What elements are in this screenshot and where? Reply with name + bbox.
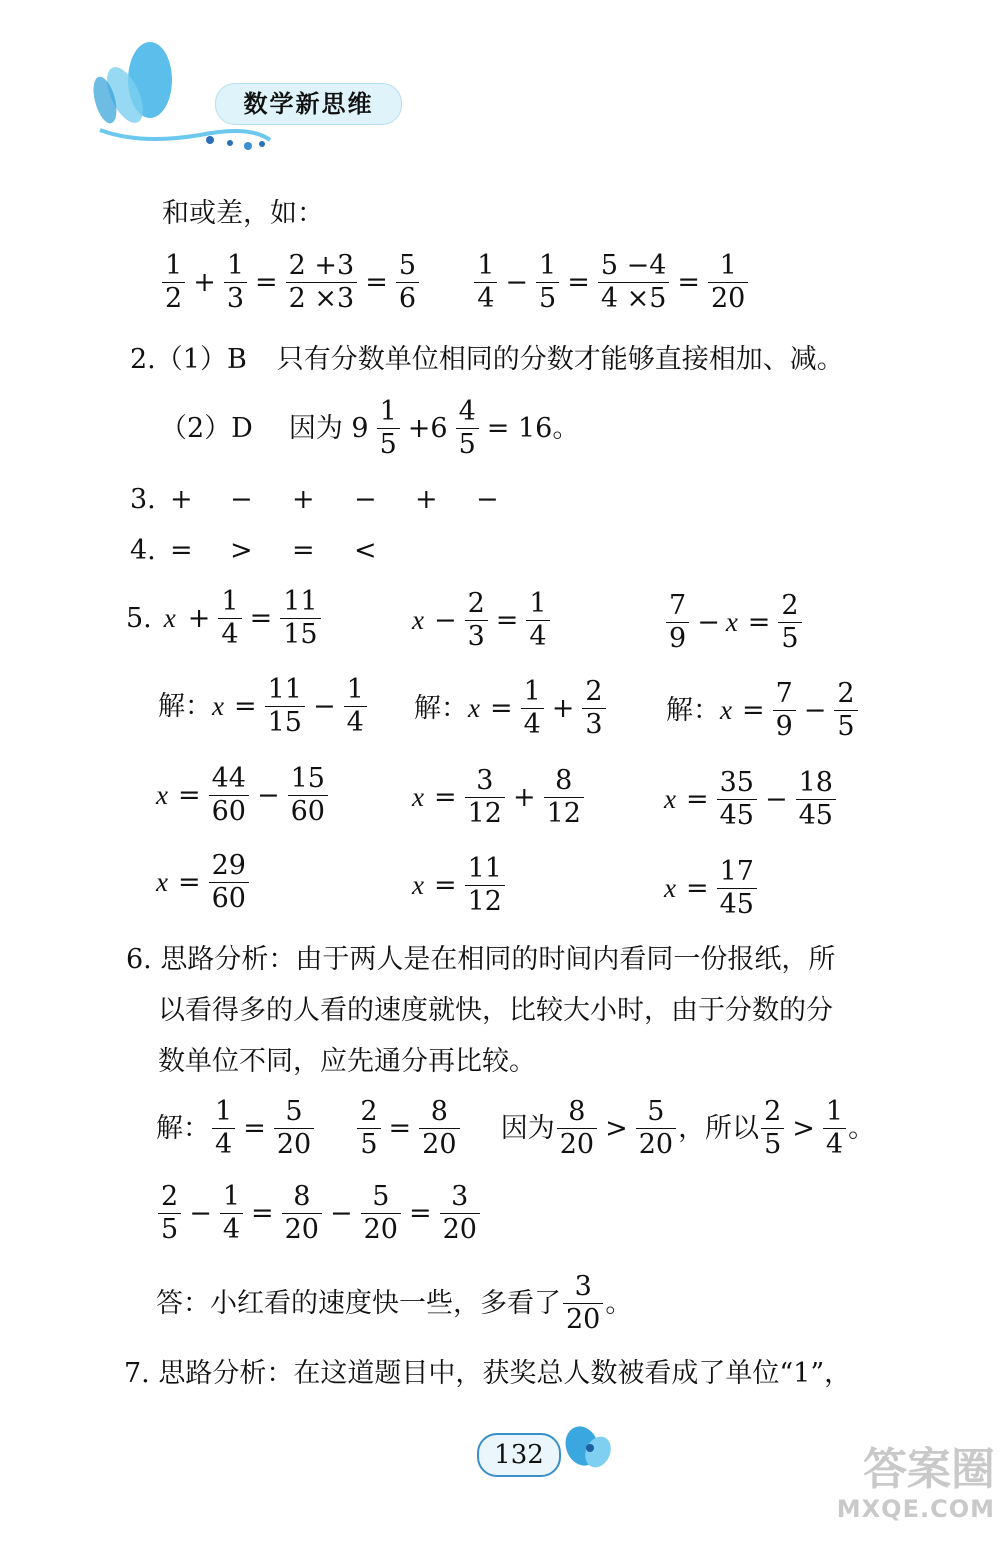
fraction (419, 1098, 459, 1160)
header-title: 数学新思维 (215, 83, 402, 125)
fraction (162, 252, 185, 314)
math-symbol: = (177, 780, 201, 812)
q5-col1-step1 (158, 676, 369, 738)
math-symbol: + (512, 782, 536, 814)
q5-col2-equation (412, 590, 552, 652)
numerator: 5 (636, 1098, 676, 1129)
math-symbol: x (720, 695, 732, 726)
denominator: 5 (781, 623, 799, 655)
math-symbol: = (365, 267, 388, 299)
numerator: 2 (761, 1098, 784, 1129)
denominator: 9 (775, 711, 793, 743)
math-symbol: x (412, 870, 424, 901)
math-symbol: = (388, 1113, 412, 1145)
numerator: 8 (282, 1183, 322, 1214)
numerator: 1 (521, 678, 544, 709)
math-symbol: 解： (156, 1113, 210, 1145)
fraction (265, 676, 305, 738)
q5-col1-step2 (156, 765, 330, 827)
denominator: 20 (276, 1129, 312, 1161)
fraction (357, 1098, 380, 1160)
math-symbol: x (412, 605, 424, 636)
watermark-logo-text: 答案圈 (863, 1444, 995, 1495)
math-symbol: x (163, 603, 176, 634)
math-symbol: > (605, 1113, 628, 1145)
math-symbol: 。 (605, 1288, 633, 1320)
numerator: 8 (544, 767, 584, 798)
math-symbol: = (255, 267, 278, 299)
denominator: 9 (669, 623, 687, 655)
q6-analysis-line1: 6. 思路分析：由于两人是在相同的时间内看同一份报纸，所 (126, 944, 836, 975)
fraction (361, 1183, 401, 1245)
math-symbol: − (433, 605, 457, 637)
math-symbol: = (177, 867, 201, 899)
numerator: 15 (288, 765, 328, 796)
numerator: 11 (280, 588, 320, 619)
butterfly-icon (560, 1418, 620, 1478)
numerator: 5 (274, 1098, 314, 1129)
denominator: 45 (719, 800, 754, 832)
denominator: 4 (529, 621, 547, 653)
math-symbol: x (725, 607, 738, 638)
fraction (209, 765, 249, 827)
q5-col3-equation (664, 592, 804, 654)
math-symbol: x (156, 780, 168, 811)
math-symbol: = (433, 870, 457, 902)
denominator: 3 (226, 283, 244, 315)
fraction (761, 1098, 784, 1160)
math-symbol: = (243, 1113, 266, 1145)
denominator: 4 (523, 709, 541, 741)
math-symbol: = (408, 1198, 432, 1230)
numerator: 1 (708, 252, 748, 283)
fraction (773, 680, 796, 742)
numerator: 3 (563, 1273, 603, 1304)
fraction (834, 680, 857, 742)
fraction (274, 1098, 314, 1160)
math-symbol: = (567, 267, 590, 299)
math-symbol: = (747, 607, 771, 639)
math-symbol: x (664, 784, 676, 815)
denominator: 3 (467, 621, 485, 653)
q5-col3-step1 (666, 680, 860, 742)
q5-col2-step1 (414, 678, 608, 740)
numerator: 5 −4 (598, 252, 670, 283)
fraction (717, 769, 757, 831)
math-symbol: − (803, 695, 827, 727)
math-symbol: = 16。 (486, 413, 580, 445)
math-symbol: 5. (126, 603, 152, 635)
math-symbol: = (741, 695, 765, 727)
q7-analysis-line1: 7. 思路分析：在这道题目中，获奖总人数被看成了单位“1”， (124, 1358, 852, 1389)
fraction (465, 590, 488, 652)
numerator: 1 (220, 1183, 243, 1214)
fraction (666, 592, 689, 654)
denominator: 20 (638, 1129, 674, 1161)
fraction (218, 588, 241, 650)
fraction (288, 765, 328, 827)
q5-col1-equation (126, 588, 323, 650)
numerator: 1 (162, 252, 185, 283)
q5-col3-step2 (664, 769, 838, 831)
fraction (563, 1273, 603, 1335)
q4-answers: 4. = > = < (130, 535, 377, 566)
q5-col2-step2 (412, 767, 586, 829)
fraction (456, 398, 479, 460)
denominator: 4 ×5 (600, 283, 667, 315)
denominator: 2 (165, 283, 183, 315)
numerator: 2 (465, 590, 488, 621)
math-symbol: x (156, 867, 168, 898)
math-symbol: + (551, 693, 575, 725)
fraction (598, 252, 670, 314)
math-symbol: − (764, 784, 788, 816)
numerator: 3 (440, 1183, 480, 1214)
denominator: 4 (825, 1129, 844, 1161)
numerator: 1 (377, 398, 400, 429)
denominator: 20 (442, 1214, 477, 1246)
math-symbol: 解： (158, 691, 212, 723)
math-symbol: = (685, 784, 709, 816)
fraction (521, 678, 544, 740)
fraction (465, 855, 505, 917)
math-symbol: > (792, 1113, 815, 1145)
math-symbol: − (189, 1198, 212, 1230)
numerator: 1 (823, 1098, 846, 1129)
math-symbol: = (677, 267, 700, 299)
math-symbol: x (412, 782, 424, 813)
numerator: 35 (717, 769, 757, 800)
numerator: 29 (209, 852, 249, 883)
watermark-url: MXQE.COM (836, 1495, 995, 1523)
fraction (286, 252, 358, 314)
denominator: 12 (467, 798, 502, 830)
numerator: 8 (419, 1098, 459, 1129)
q6-solution-row2 (156, 1183, 482, 1245)
math-symbol: = (251, 1198, 274, 1230)
fraction (708, 252, 748, 314)
math-symbol: = (489, 693, 513, 725)
fraction (526, 590, 549, 652)
fraction (557, 1098, 597, 1160)
denominator: 15 (267, 707, 302, 739)
fraction (636, 1098, 676, 1160)
math-symbol: ，所以 (678, 1113, 760, 1145)
denominator: 15 (283, 619, 318, 651)
denominator: 20 (422, 1129, 457, 1161)
fraction (823, 1098, 846, 1160)
numerator: 44 (209, 765, 249, 796)
q6-analysis-line3: 数单位不同，应先通分再比较。 (158, 1046, 536, 1077)
math-symbol: − (697, 607, 720, 639)
numerator: 1 (212, 1098, 235, 1129)
math-symbol: = (495, 605, 519, 637)
q5-col2-result (412, 855, 507, 917)
watermark (805, 1445, 995, 1545)
math-symbol: x (468, 693, 480, 724)
denominator: 4 (215, 1129, 233, 1161)
math-symbol: x (664, 873, 676, 904)
fraction (778, 592, 801, 654)
denominator: 20 (711, 283, 746, 315)
math-symbol: − (312, 691, 336, 723)
denominator: 5 (458, 429, 476, 461)
fraction (582, 678, 605, 740)
denominator: 20 (566, 1304, 601, 1336)
numerator: 11 (265, 676, 305, 707)
denominator: 12 (467, 886, 502, 918)
math-symbol: − (505, 267, 528, 299)
fraction (717, 858, 757, 920)
denominator: 60 (211, 796, 246, 828)
denominator: 60 (290, 796, 325, 828)
denominator: 5 (360, 1129, 378, 1161)
numerator: 11 (465, 855, 505, 886)
denominator: 4 (477, 283, 495, 315)
numerator: 18 (796, 769, 836, 800)
q6-answer (156, 1273, 632, 1335)
fraction (344, 676, 367, 738)
numerator: 1 (218, 588, 241, 619)
q2-part1: 2.（1）B 只有分数单位相同的分数才能够直接相加、减。 (130, 344, 844, 375)
fraction (158, 1183, 181, 1245)
q3-answers: 3. + − + − + − (130, 484, 499, 515)
fraction (796, 769, 836, 831)
math-symbol: − (329, 1198, 353, 1230)
denominator: 4 (221, 619, 239, 651)
q5-col3-result (664, 858, 759, 920)
denominator: 5 (161, 1214, 179, 1246)
fraction (282, 1183, 322, 1245)
denominator: 60 (211, 883, 246, 915)
numerator: 2 (778, 592, 801, 623)
denominator: 20 (363, 1214, 398, 1246)
numerator: 2 (158, 1183, 181, 1214)
numerator: 2 +3 (286, 252, 358, 283)
fraction (465, 767, 505, 829)
fraction (396, 252, 419, 314)
numerator: 2 (357, 1098, 380, 1129)
fraction (220, 1183, 243, 1245)
math-symbol: x (212, 691, 224, 722)
numerator: 5 (361, 1183, 401, 1214)
numerator: 3 (465, 767, 505, 798)
math-symbol: 因为 (500, 1113, 555, 1145)
numerator: 4 (456, 398, 479, 429)
denominator: 5 (837, 711, 855, 743)
fraction (440, 1183, 480, 1245)
numerator: 5 (396, 252, 419, 283)
math-symbol: + (187, 603, 211, 635)
numerator: 1 (224, 252, 247, 283)
numerator: 1 (474, 252, 497, 283)
numerator: 8 (557, 1098, 597, 1129)
numerator: 1 (526, 590, 549, 621)
example-equations (160, 252, 750, 314)
denominator: 12 (546, 798, 581, 830)
denominator: 5 (379, 429, 397, 461)
fraction (474, 252, 497, 314)
math-symbol: 答：小红看的速度快一些，多看了 (156, 1288, 561, 1320)
math-symbol: 解： (666, 695, 720, 727)
denominator: 4 (346, 707, 364, 739)
numerator: 7 (773, 680, 796, 711)
denominator: 2 ×3 (288, 283, 355, 315)
denominator: 6 (398, 283, 416, 315)
numerator: 17 (717, 858, 757, 889)
q2-part2 (160, 398, 585, 460)
denominator: 45 (719, 889, 754, 921)
numerator: 2 (582, 678, 605, 709)
page-number: 132 (477, 1433, 561, 1477)
numerator: 1 (344, 676, 367, 707)
math-symbol: 因为 9 (288, 413, 369, 445)
numerator: 1 (536, 252, 559, 283)
denominator: 45 (798, 800, 833, 832)
fraction (280, 588, 320, 650)
q6-analysis-line2: 以看得多的人看的速度就快，比较大小时，由于分数的分 (158, 995, 833, 1026)
fraction (212, 1098, 235, 1160)
intro-text: 和或差，如： (162, 198, 324, 229)
q5-col1-result (156, 852, 251, 914)
math-symbol: − (256, 780, 280, 812)
denominator: 20 (284, 1214, 319, 1246)
denominator: 4 (222, 1214, 240, 1246)
numerator: 7 (666, 592, 689, 623)
denominator: 5 (539, 283, 557, 315)
fraction (536, 252, 559, 314)
fraction (209, 852, 249, 914)
math-symbol: = (685, 873, 709, 905)
fraction (224, 252, 247, 314)
math-symbol: = (233, 691, 257, 723)
math-symbol: 解： (414, 693, 468, 725)
fraction (544, 767, 584, 829)
fraction (377, 398, 400, 460)
math-symbol: = (433, 782, 457, 814)
q6-solution-row1 (156, 1098, 875, 1160)
math-symbol: +6 (407, 413, 448, 445)
math-symbol: （2）D (160, 413, 253, 445)
numerator: 2 (834, 680, 857, 711)
denominator: 20 (559, 1129, 595, 1161)
denominator: 3 (585, 709, 603, 741)
math-symbol: + (193, 267, 216, 299)
math-symbol: 。 (848, 1113, 876, 1145)
math-symbol: = (249, 603, 273, 635)
denominator: 5 (764, 1129, 782, 1161)
